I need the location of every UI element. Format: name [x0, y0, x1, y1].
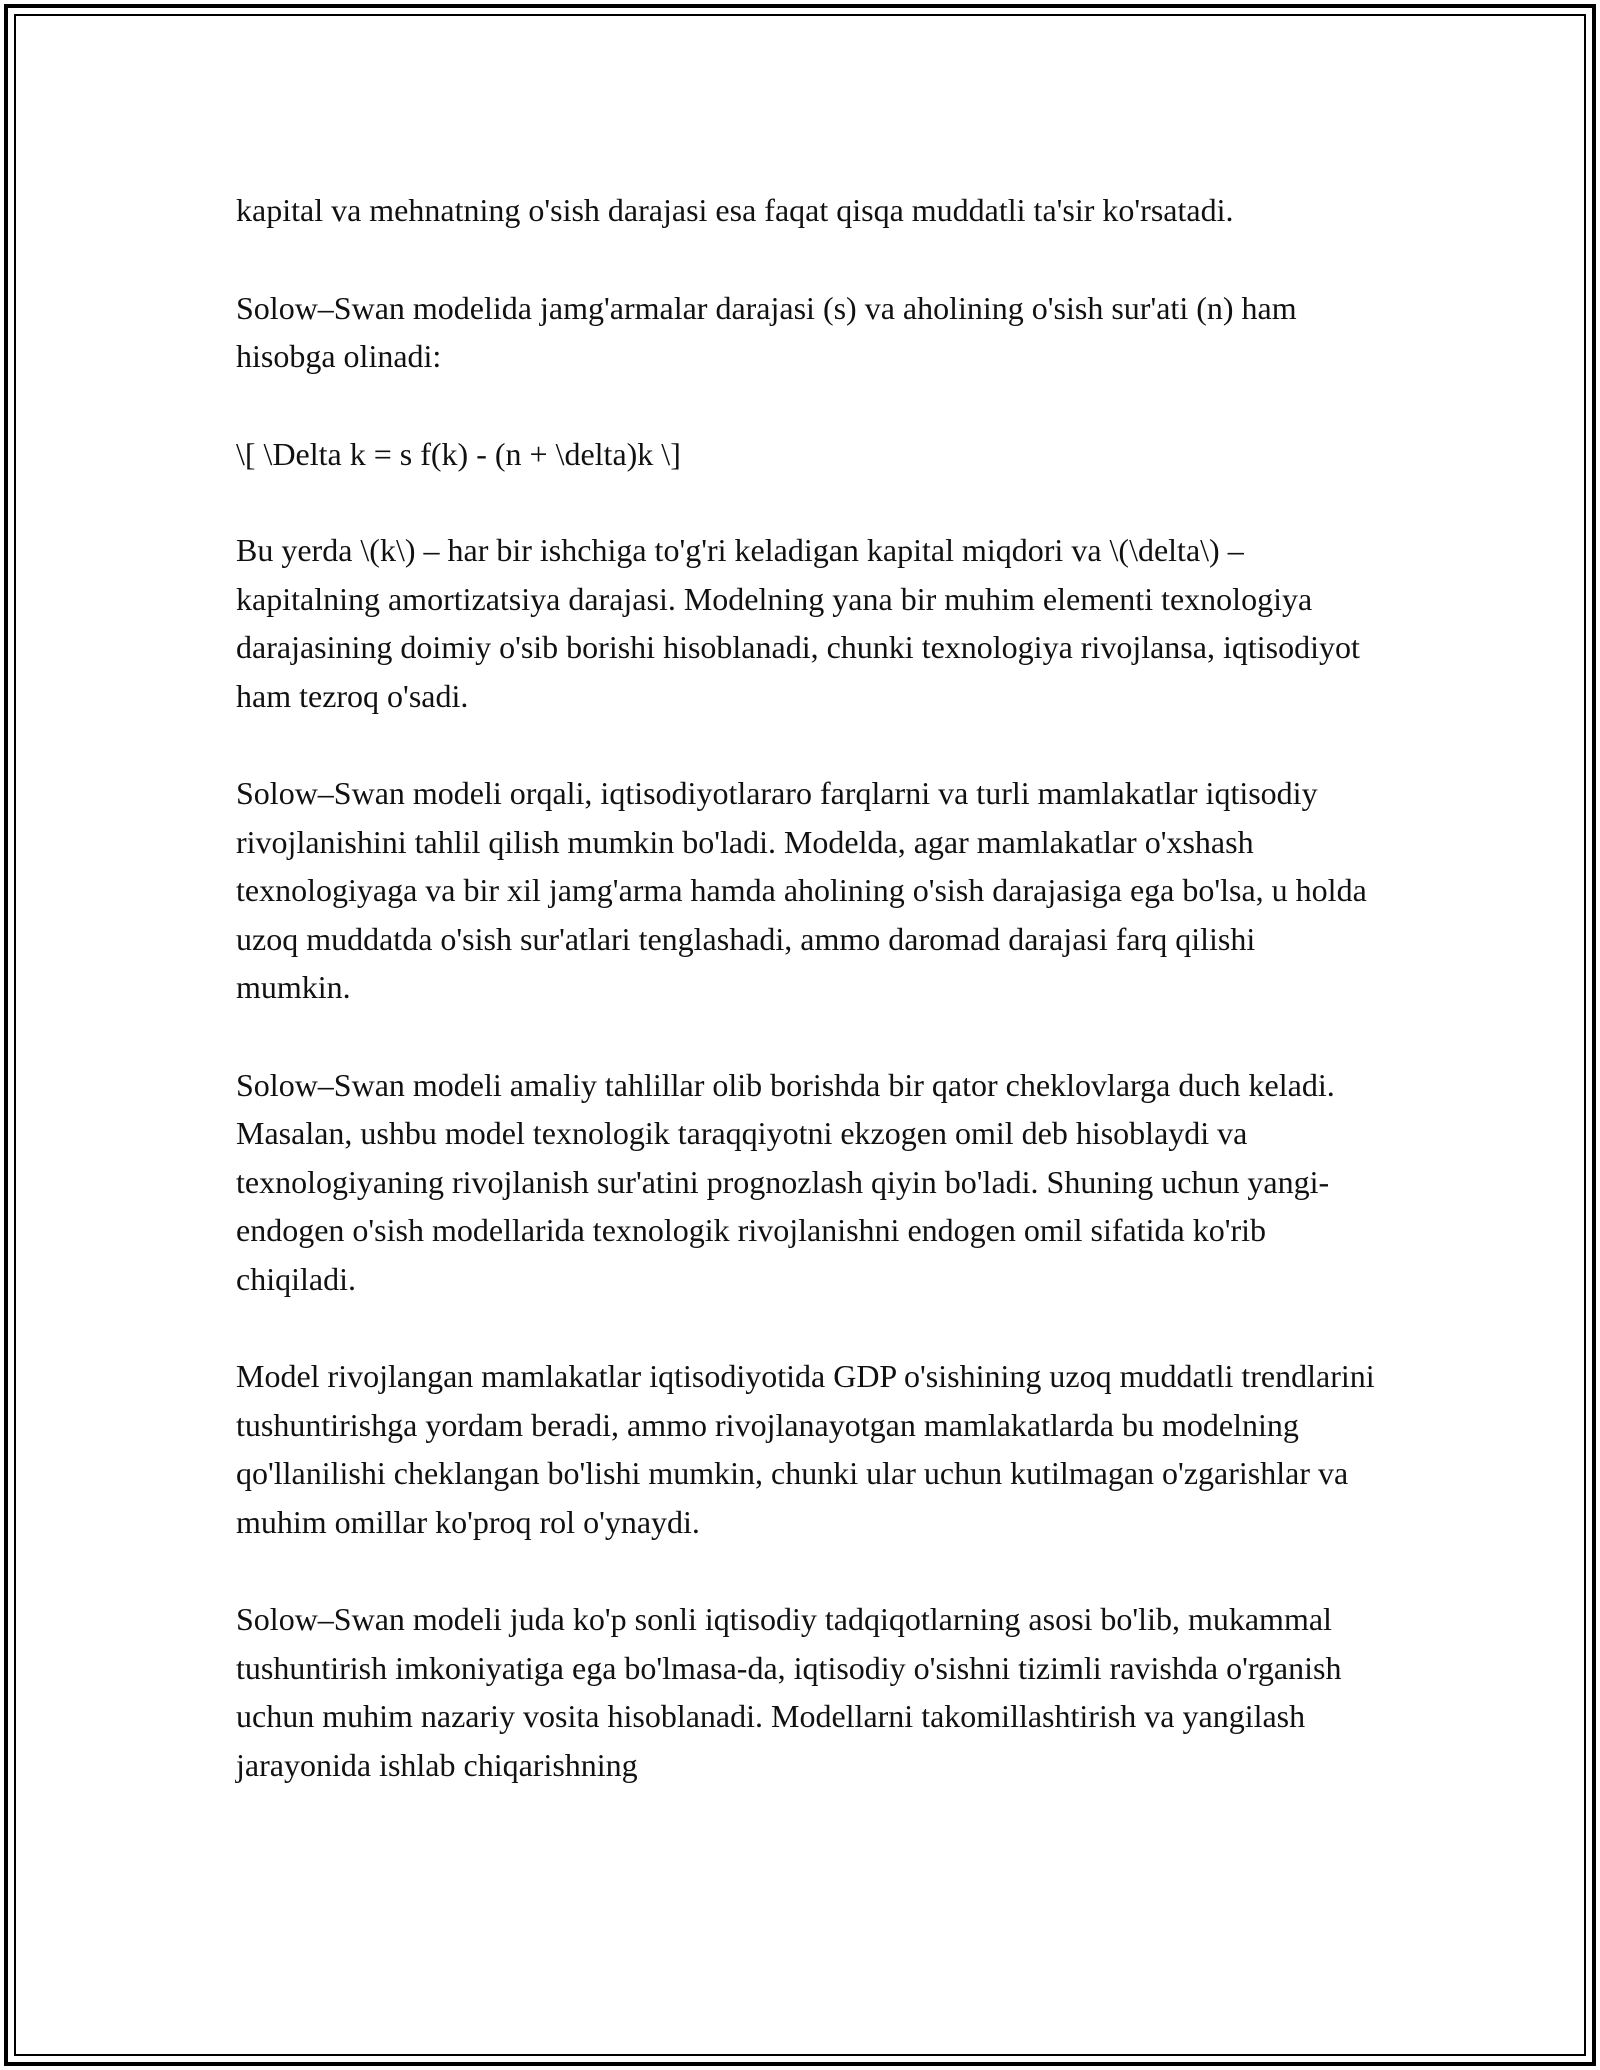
document-body — [236, 186, 1376, 1838]
paragraph-country-comparison: Solow–Swan modeli orqali, iqtisodiyotlararo farqlarni va turli mamlakatlar iqtisodiy rivojlanishini tahlil qilish mumkin bo'ladi. Modelda, agar mamlakatlar o'xshash texnologiyaga va bir xil jamg'arma hamda aholining o'sish darajasiga ega bo'lsa, u holda uzoq muddatda o'sish sur'atlari tenglashadi, ammo daromad darajasi farq qilishi mumkin. — [236, 775, 1367, 1005]
paragraph-gdp-trends: Model rivojlangan mamlakatlar iqtisodiyotida GDP o'sishining uzoq muddatli trendlarini tushuntirishga yordam beradi, ammo rivojlanayotgan mamlakatlarda bu modelning qo'llanilishi cheklangan bo'lishi mumkin, chunki ular uchun kutilmagan o'zgarishlar va muhim omillar ko'proq rol o'ynaydi. — [236, 1358, 1375, 1540]
paragraph-conclusion: Solow–Swan modeli juda ko'p sonli iqtisodiy tadqiqotlarning asosi bo'lib, mukammal tushuntirish imkoniyatiga ega bo'lmasa-da, iqtisodiy o'sishni tizimli ravishda o'rganish uchun muhim nazariy vosita hisoblanadi. Modellarni takomillashtirish va yangilash jarayonida ishlab chiqarishning — [236, 1601, 1342, 1783]
paragraph-model-limitations: Solow–Swan modeli amaliy tahlillar olib borishda bir qator cheklovlarga duch keladi. Masalan, ushbu model texnologik taraqqiyotni ekzogen omil deb hisoblaydi va texnologiyaning rivojlanish sur'atini prognozlash qiyin bo'ladi. Shuning uchun yangi-endogen o'sish modellarida texnologik rivojlanishni endogen omil sifatida ko'rib chiqiladi. — [236, 1066, 1335, 1297]
formula-capital-change: \[ \Delta k = s f(k) - (n + \delta)k \] — [236, 435, 681, 472]
paragraph-intro: kapital va mehnatning o'sish darajasi esa faqat qisqa muddatli ta'sir ko'rsatadi. — [236, 192, 1234, 228]
paragraph-variable-definitions: Bu yerda \(k\) – har bir ishchiga to'g'ri keladigan kapital miqdori va \(\delta\) – kapitalning amortizatsiya darajasi. Modelning yana bir muhim elementi texnologiya darajasining doimiy o'sib borishi hisoblanadi, chunki texnologiya rivojlansa, iqtisodiyot ham tezroq o'sadi. — [236, 532, 1360, 714]
paragraph-model-variables: Solow–Swan modelida jamg'armalar darajasi (s) va aholining o'sish sur'ati (n) ham hisobga olinadi: — [236, 289, 1297, 374]
